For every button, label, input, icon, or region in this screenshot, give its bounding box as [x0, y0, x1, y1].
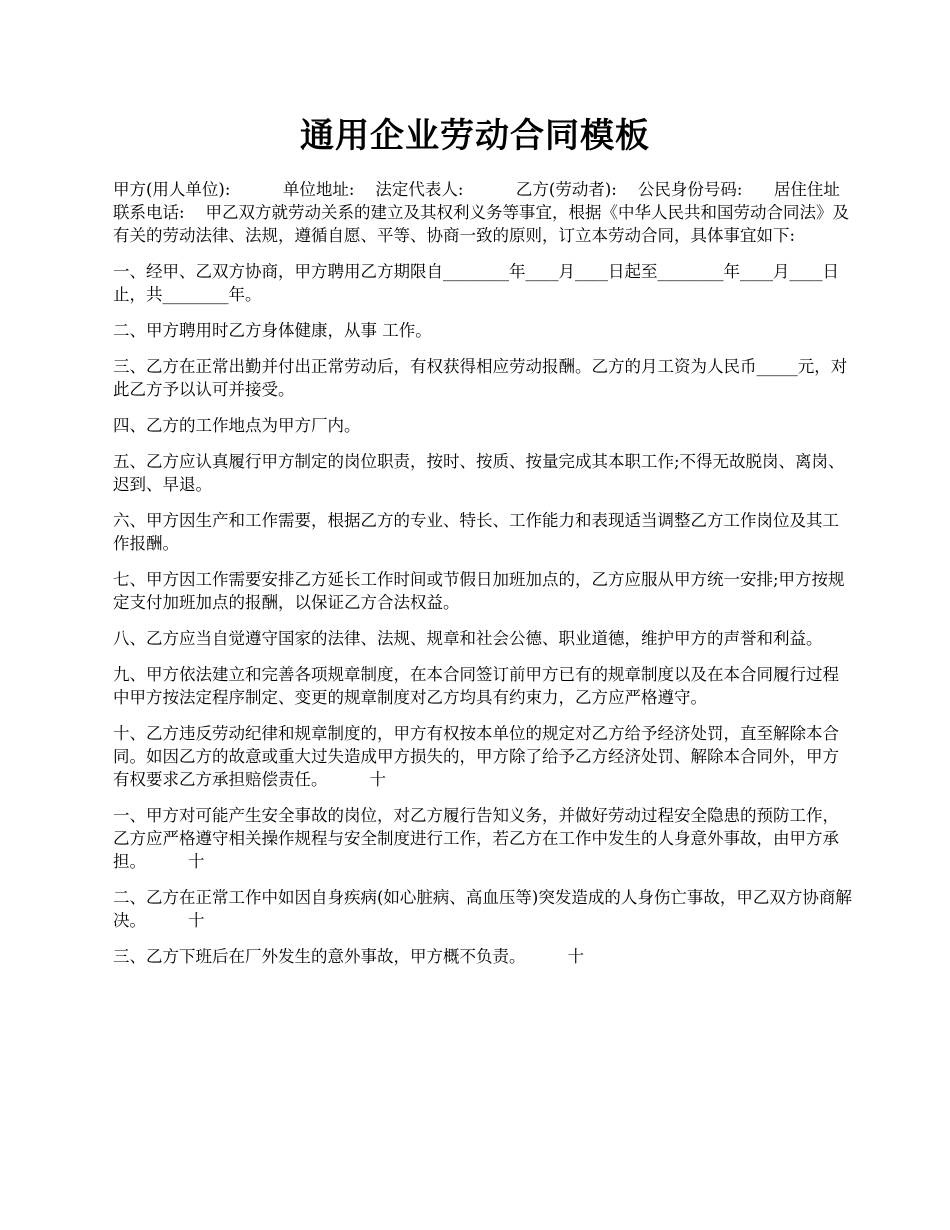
clause-3: 三、乙方在正常出勤并付出正常劳动后，有权获得相应劳动报酬。乙方的月工资为人民币_____元，对此乙方予以认可并接受。: [113, 357, 848, 399]
clause-9: 九、甲方依法建立和完善各项规章制度，在本合同签订前甲方已有的规章制度以及在本合同履行过程中甲方按法定程序制定、变更的规章制度对乙方均具有约束力，乙方应严格遵守。: [113, 665, 839, 707]
clause-1: 一、经甲、乙双方协商，甲方聘用乙方期限自________年____月____日起至________年____月____日止，共________年。: [113, 262, 839, 304]
clause-4: 四、乙方的工作地点为甲方厂内。: [113, 416, 361, 435]
clause-7: 七、甲方因工作需要安排乙方延长工作时间或节假日加班加点的，乙方应服从甲方统一安排;甲方按规定支付加班加点的报酬，以保证乙方合法权益。: [113, 570, 845, 612]
contract-intro: 甲方(用人单位): 单位地址: 法定代表人: 乙方(劳动者): 公民身份号码: 居住住址 联系电话: 甲乙双方就劳动关系的建立及其权利义务等事宜，根据《中华人民共和国劳动合同法》及有关的劳动法律、法规，遵循自愿、平等、协商一致的原则，订立本劳动合同，具体事宜如下:: [113, 180, 850, 245]
document-body: [113, 178, 853, 981]
clause-6: 六、甲方因生产和工作需要，根据乙方的专业、特长、工作能力和表现适当调整乙方工作岗位及其工作报酬。: [113, 511, 839, 553]
clause-11: 一、甲方对可能产生安全事故的岗位，对乙方履行告知义务，并做好劳动过程安全隐患的预防工作，乙方应严格遵守相关操作规程与安全制度进行工作，若乙方在工作中发生的人身意外事故，由甲方承担。 十: [113, 806, 839, 871]
clause-13: 三、乙方下班后在厂外发生的意外事故，甲方概不负责。 十: [113, 947, 584, 966]
document-title: 通用企业劳动合同模板: [300, 116, 650, 156]
clause-12: 二、乙方在正常工作中如因自身疾病(如心脏病、高血压等)突发造成的人身伤亡事故，甲乙双方协商解决。 十: [113, 888, 852, 930]
clause-8: 八、乙方应当自觉遵守国家的法律、法规、规章和社会公德、职业道德，维护甲方的声誉和利益。: [113, 629, 823, 648]
clause-2: 二、甲方聘用时乙方身体健康，从事 工作。: [113, 321, 432, 340]
clause-10: 十、乙方违反劳动纪律和规章制度的，甲方有权按本单位的规定对乙方给予经济处罚，直至解除本合同。如因乙方的故意或重大过失造成甲方损失的，甲方除了给予乙方经济处罚、解除本合同外，甲方有权要求乙方承担赔偿责任。 十: [113, 724, 839, 789]
clause-5: 五、乙方应认真履行甲方制定的岗位职责，按时、按质、按量完成其本职工作;不得无故脱岗、离岗、迟到、早退。: [113, 452, 845, 494]
